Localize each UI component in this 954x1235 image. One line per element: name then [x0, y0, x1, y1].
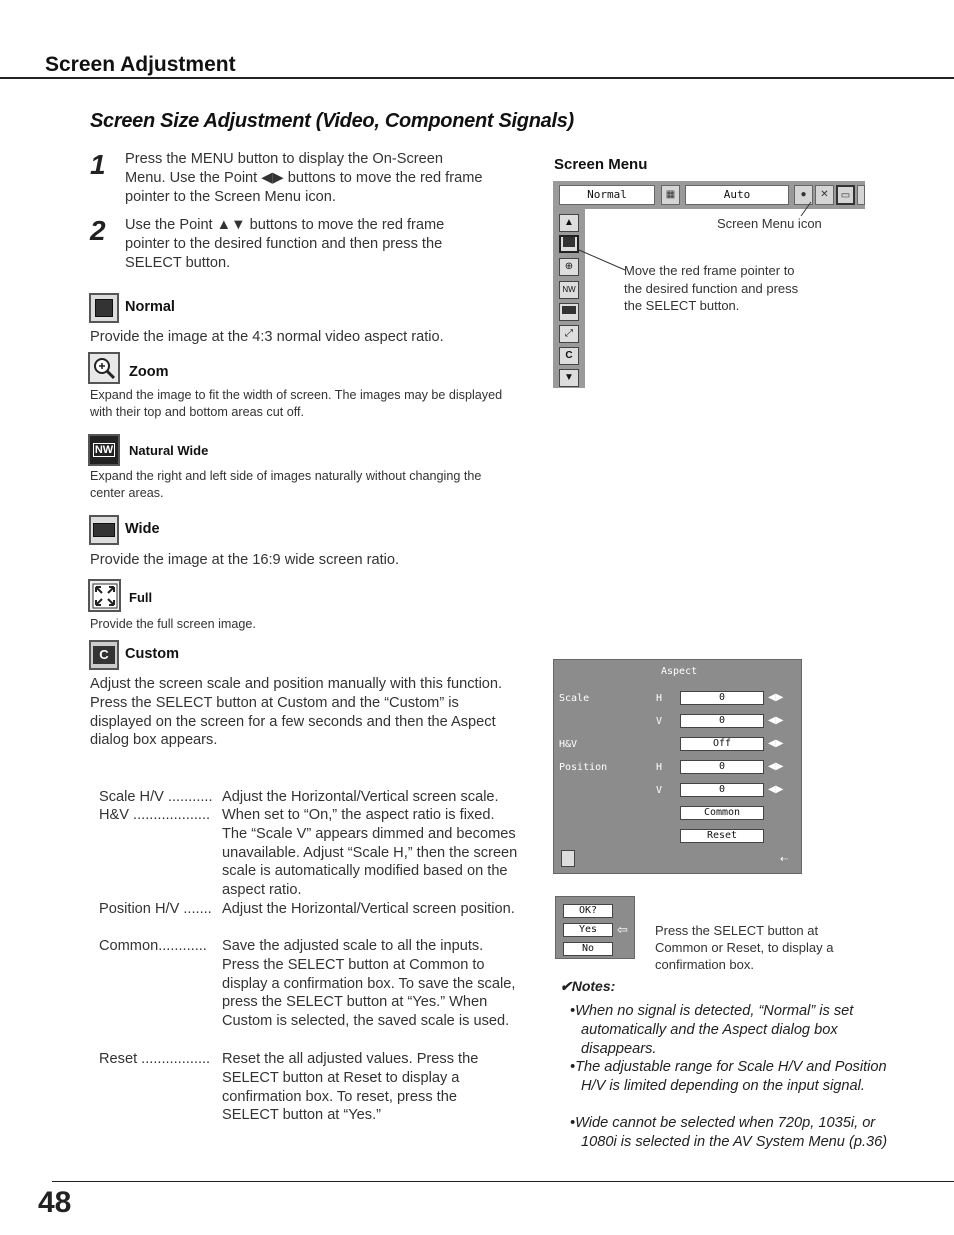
def-term-scale: Scale H/V ...........: [99, 789, 213, 805]
full-icon: [88, 579, 121, 612]
position-v-field[interactable]: 0: [680, 783, 764, 797]
def-term-hv: H&V ...................: [99, 807, 211, 823]
def-desc-position: Adjust the Horizontal/Vertical screen position.: [222, 901, 515, 917]
menu-field-normal: Normal: [559, 185, 655, 205]
full-desc: Provide the full screen image.: [90, 617, 256, 631]
scale-h-arrows-icon[interactable]: ◀▶: [768, 692, 784, 703]
position-h-arrows-icon[interactable]: ◀▶: [768, 761, 784, 772]
reset-button[interactable]: Reset: [680, 829, 764, 843]
position-label: Position: [559, 762, 608, 773]
zoom-title: Zoom: [129, 364, 169, 380]
full-title: Full: [129, 590, 153, 605]
custom-icon: C: [89, 640, 119, 670]
custom-option-icon: C: [559, 347, 579, 365]
position-h-field[interactable]: 0: [680, 760, 764, 774]
def-term-reset: Reset .................: [99, 1051, 211, 1067]
exit-icon[interactable]: [561, 850, 575, 867]
common-button[interactable]: Common: [680, 806, 764, 820]
zoom-option-icon: ⊕: [559, 258, 579, 276]
header-rule: [0, 77, 954, 79]
note-2: •The adjustable range for Scale H/V and Position H/V is limited depending on the input signal.: [570, 1059, 887, 1094]
normal-option-icon: [559, 235, 579, 253]
screen-menu-heading: Screen Menu: [554, 156, 648, 173]
def-desc-scale: Adjust the Horizontal/Vertical screen scale.: [222, 789, 499, 805]
position-v-label: V: [656, 785, 663, 796]
no-button[interactable]: No: [563, 942, 613, 956]
wide-option-icon: [559, 303, 579, 321]
pointer-caption: Move the red frame pointer to the desired function and press the SELECT button.: [624, 263, 799, 313]
up-arrow-icon: ▲: [559, 214, 579, 232]
zoom-desc: Expand the image to fit the width of screen. The images may be displayed with their top and bottom areas cut off.: [90, 388, 503, 419]
notes-heading: ✔Notes:: [560, 978, 616, 994]
step-number-2: 2: [90, 215, 106, 246]
normal-icon: [89, 293, 119, 323]
note-3: •Wide cannot be selected when 720p, 1035i, or 1080i is selected in the AV System Menu (p.36): [570, 1115, 888, 1150]
pointer-arrow-icon: ⇦: [617, 922, 628, 937]
aspect-title: Aspect: [661, 666, 698, 677]
page-number: 48: [38, 1186, 72, 1219]
position-v-arrows-icon[interactable]: ◀▶: [768, 784, 784, 795]
natural-wide-desc: Expand the right and left side of images naturally without changing the center areas.: [90, 469, 482, 500]
wide-title: Wide: [125, 521, 160, 537]
scale-v-arrows-icon[interactable]: ◀▶: [768, 715, 784, 726]
hv-arrows-icon[interactable]: ◀▶: [768, 738, 784, 749]
custom-desc: Adjust the screen scale and position manually with this function. Press the SELECT button at Custom and the “Custom” is displayed on the screen for a few seconds and then the Aspect dialog box appears.: [90, 676, 503, 749]
setting-menu-icon: [857, 185, 865, 205]
position-h-label: H: [656, 762, 663, 773]
def-desc-reset: Reset the all adjusted values. Press the SELECT button at Reset to display a confirmation box. To reset, press the SELECT button at “Yes.”: [222, 1051, 479, 1124]
step-text-1: Press the MENU button to display the On-Screen Menu. Use the Point ◀▶ buttons to move the red frame pointer to the Screen Menu icon.: [125, 151, 483, 205]
menu-field-auto: Auto: [685, 185, 789, 205]
step-text-2: Use the Point ▲▼ buttons to move the red frame pointer to the desired function and then press the SELECT button.: [125, 217, 445, 271]
scale-h-label: H: [656, 693, 663, 704]
natural-wide-title: Natural Wide: [129, 443, 209, 458]
zoom-icon: [88, 352, 120, 384]
def-term-common: Common............: [99, 938, 207, 954]
note-1: •When no signal is detected, “Normal” is set automatically and the Aspect dialog box disappears.: [570, 1003, 854, 1057]
normal-title: Normal: [125, 299, 175, 315]
confirmation-box: [555, 896, 635, 959]
full-option-icon: ⤢: [559, 325, 579, 343]
down-arrow-icon: ▼: [559, 369, 579, 387]
hv-field[interactable]: Off: [680, 737, 764, 751]
screen-menu-icon: ▭: [836, 185, 855, 205]
def-desc-common: Save the adjusted scale to all the inputs. Press the SELECT button at Common to display a confirmation box. To save the scale, press the SELECT button at “Yes.” When Custom is selected, the saved scale is used.: [222, 938, 516, 1030]
screen-menu-column: [553, 209, 585, 388]
wide-icon: [89, 515, 119, 545]
scale-v-field[interactable]: 0: [680, 714, 764, 728]
screen-menu-icon-caption: Screen Menu icon: [717, 216, 822, 231]
scale-h-field[interactable]: 0: [680, 691, 764, 705]
screen-menu-bar: [553, 181, 865, 209]
yes-button[interactable]: Yes: [563, 923, 613, 937]
footer-rule: [52, 1181, 954, 1182]
subsection-title: Screen Size Adjustment (Video, Component Signals): [90, 110, 574, 132]
normal-desc: Provide the image at the 4:3 normal video aspect ratio.: [90, 329, 444, 345]
custom-title: Custom: [125, 646, 179, 662]
tools-menu-icon: ✕: [815, 185, 834, 205]
def-term-position: Position H/V .......: [99, 901, 212, 917]
step-number-1: 1: [90, 149, 106, 180]
hv-label: H&V: [559, 739, 578, 750]
aspect-dialog: [553, 659, 802, 874]
confirm-caption: Press the SELECT button at Common or Reset, to display a confirmation box.: [655, 923, 834, 972]
section-title: Screen Adjustment: [45, 53, 236, 76]
input-menu-icon: ●: [794, 185, 813, 205]
pointer-caption-leader: [577, 248, 627, 273]
natural-wide-option-icon: NW: [559, 281, 579, 299]
def-desc-hv: When set to “On,” the aspect ratio is fixed. The “Scale V” appears dimmed and becomes unavailable. Adjust “Scale H,” then the screen scale is automatically modified based on the aspect ratio.: [222, 807, 518, 899]
ok-label: OK?: [563, 904, 613, 918]
scale-v-label: V: [656, 716, 663, 727]
wide-desc: Provide the image at the 16:9 wide screen ratio.: [90, 552, 400, 568]
natural-wide-icon: NW: [88, 434, 120, 466]
back-arrow-icon: ⇠: [780, 854, 789, 865]
scale-label: Scale: [559, 693, 590, 704]
image-menu-icon: ▦: [661, 185, 680, 205]
